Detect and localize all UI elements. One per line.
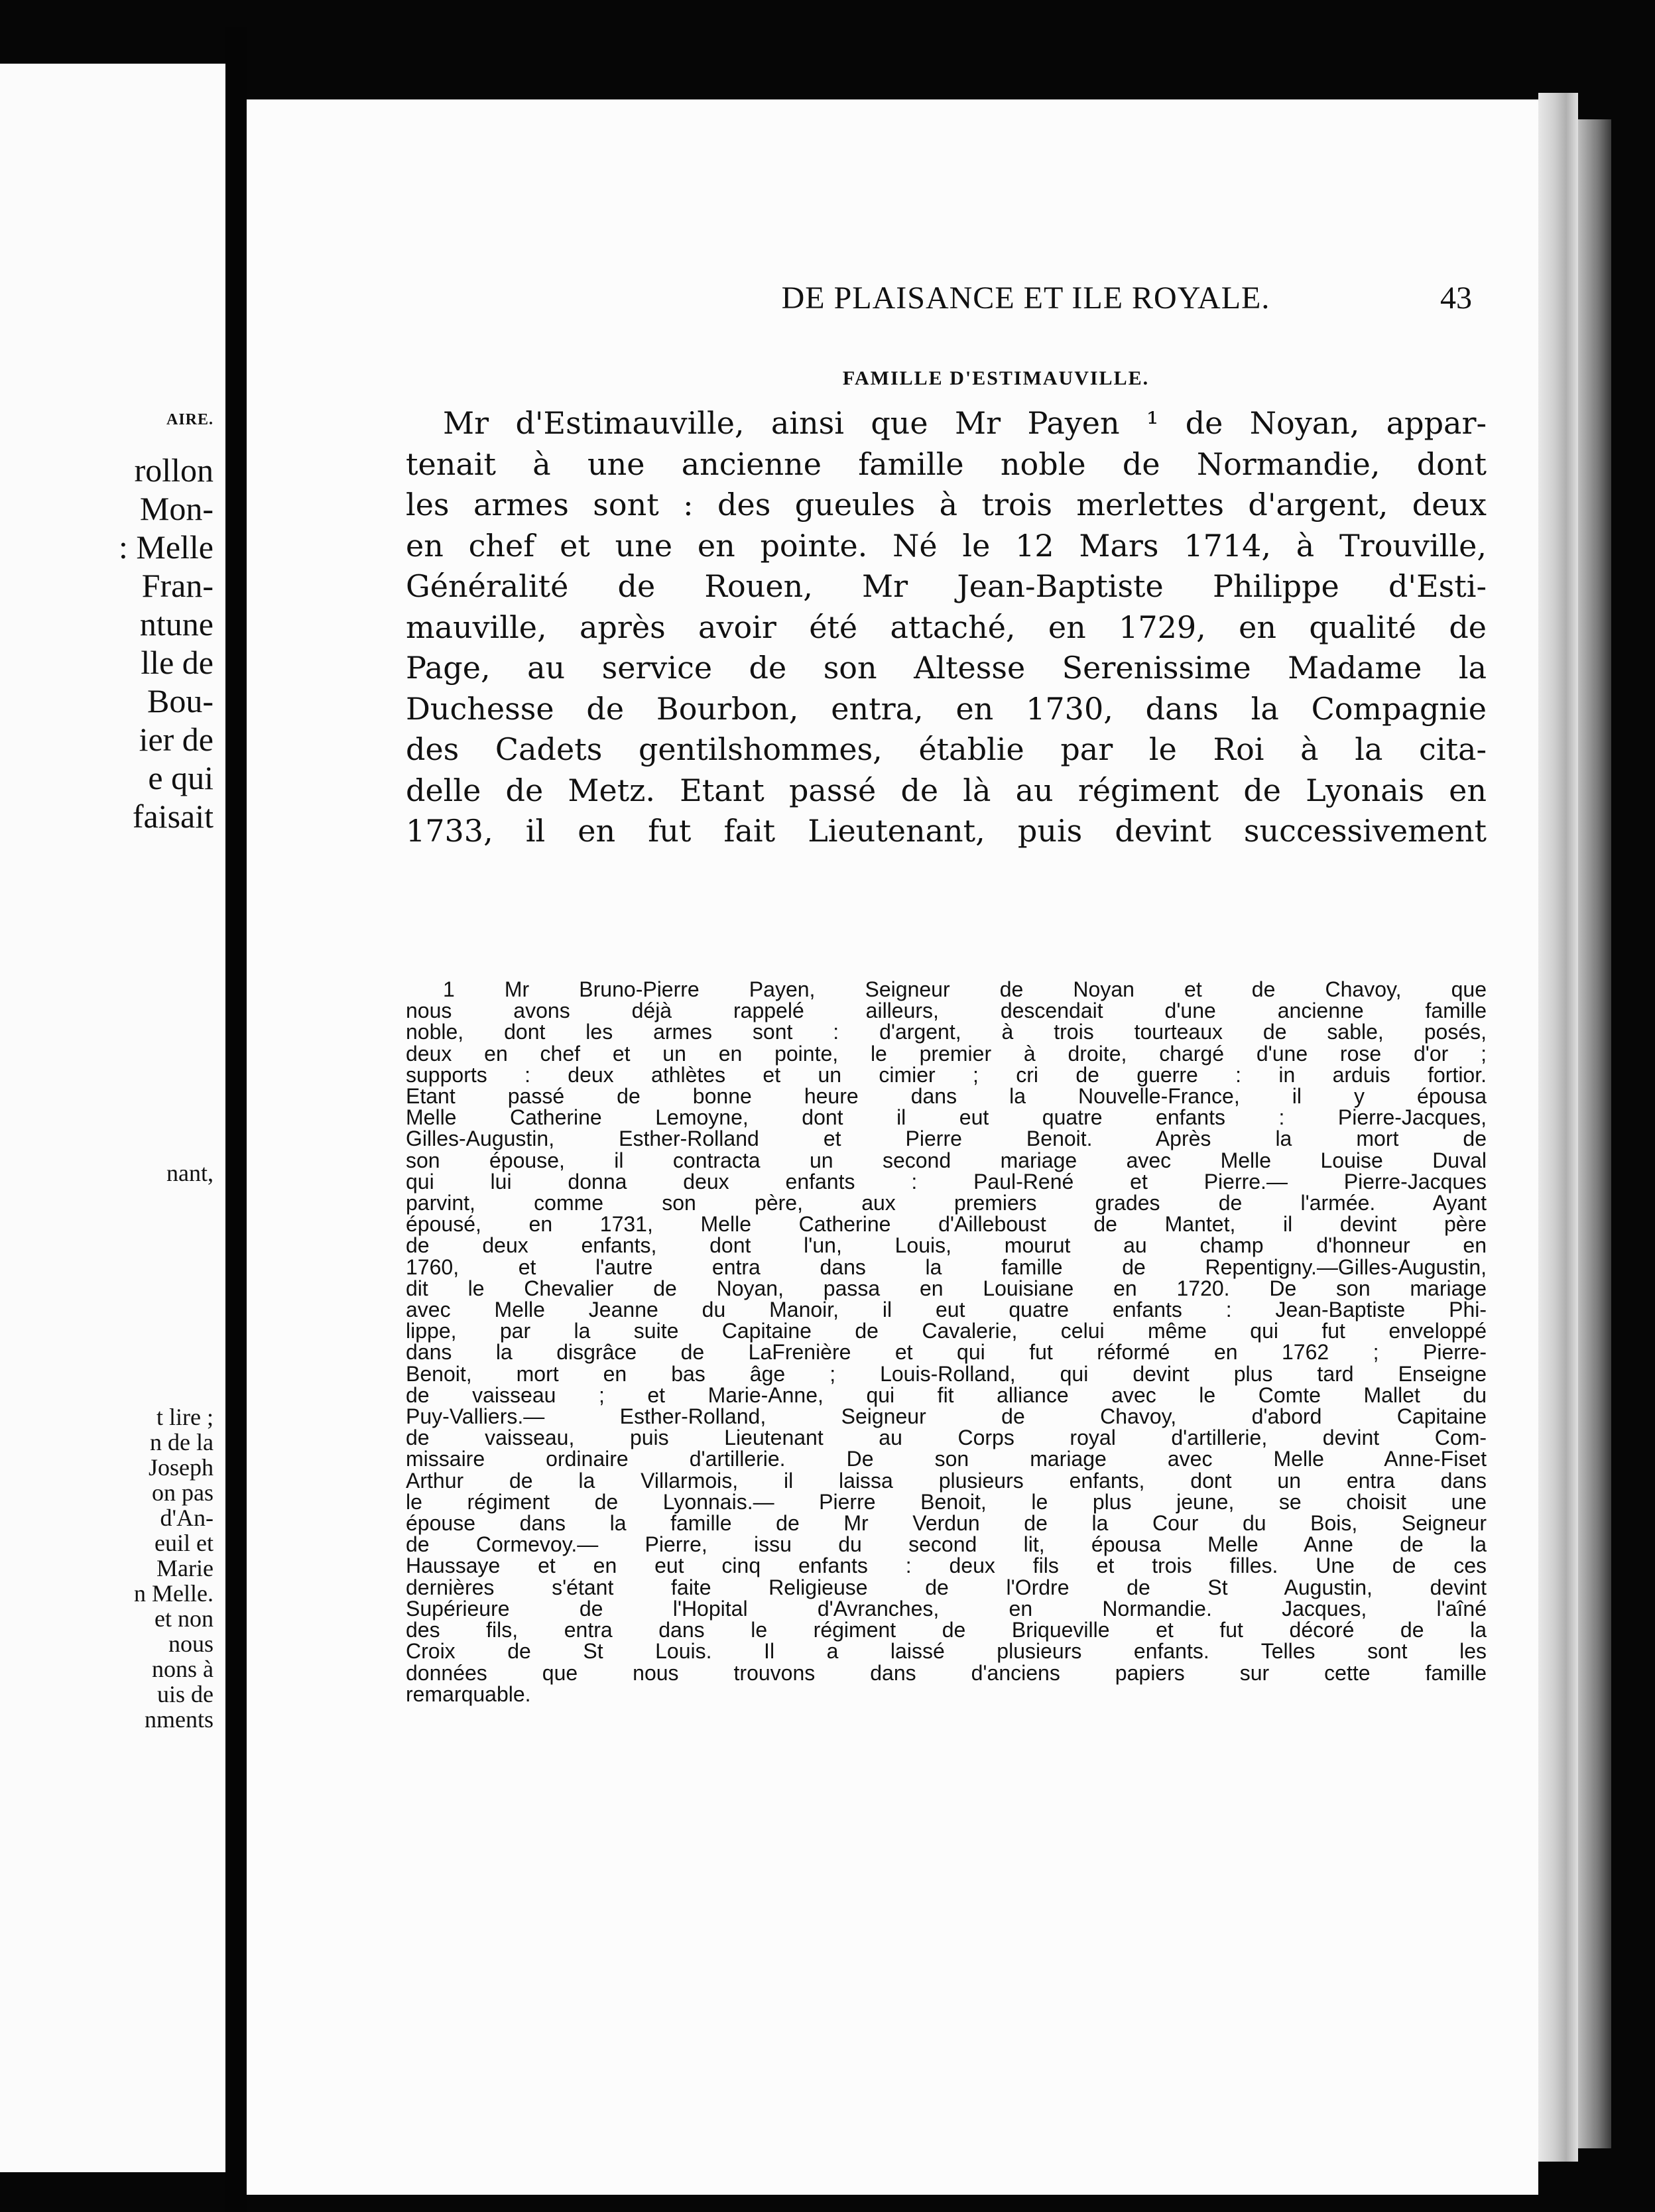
footnote-line: Supérieure de l'Hopital d'Avranches, en Normandie. Jacques, l'aîné [406, 1596, 1487, 1621]
footnote-line: Benoit, mort en bas âge ; Louis-Rolland, qui devint plus tard Enseigne [406, 1361, 1487, 1386]
body-line: Duchesse de Bourbon, entra, en 1730, dans la Compagnie [406, 690, 1487, 727]
running-head: DE PLAISANCE ET ILE ROYALE. [781, 280, 1270, 316]
left-page-fragment: Bou- [147, 682, 214, 719]
left-page-fragment: n Melle. [134, 1580, 214, 1607]
body-line: les armes sont : des gueules à trois merlettes d'argent, deux [406, 487, 1487, 522]
footnote-line: qui lui donna deux enfants : Paul-René et Pierre.— Pierre-Jacques [406, 1169, 1487, 1194]
body-line: Page, au service de son Altesse Serenissime Madame la [406, 650, 1487, 686]
section-heading: FAMILLE D'ESTIMAUVILLE. [842, 367, 1150, 389]
body-line: delle de Metz. Etant passé de là au régiment de Lyonais en [406, 772, 1487, 808]
left-page-fragment: ier de [139, 721, 214, 758]
left-page-fragment: nous [168, 1630, 214, 1657]
left-page-fragment: uis de [157, 1681, 214, 1707]
left-page-fragment: n de la [150, 1429, 214, 1455]
footnote-line: Gilles-Augustin, Esther-Rolland et Pierre Benoit. Après la mort de [406, 1127, 1487, 1151]
footnote-line: nous avons déjà rappelé ailleurs, descendait d'une ancienne famille [406, 999, 1487, 1023]
left-page-fragment: Marie [156, 1555, 214, 1581]
footnote-line: deux en chef et un en pointe, le premier à droite, chargé d'une rose d'or ; [406, 1041, 1487, 1066]
footnote-line: de vaisseau, puis Lieutenant au Corps royal d'artillerie, devint Com- [406, 1426, 1487, 1450]
footnote-line: Melle Catherine Lemoyne, dont il eut quatre enfants : Pierre-Jacques, [406, 1105, 1487, 1130]
footnote-line: 1 Mr Bruno-Pierre Payen, Seigneur de Noyan et de Chavoy, que [443, 977, 1487, 1001]
footnote-line: des fils, entra dans le régiment de Briqueville et fut décoré de la [406, 1618, 1487, 1642]
footnote-line: 1760, et l'autre entra dans la famille de Repentigny.—Gilles-Augustin, [406, 1255, 1487, 1279]
book-page [247, 99, 1538, 2195]
body-line: tenait à une ancienne famille noble de Normandie, dont [406, 446, 1487, 482]
footnote-line: Etant passé de bonne heure dans la Nouvelle-France, il y épousa [406, 1084, 1487, 1109]
footnote-line: avec Melle Jeanne du Manoir, il eut quatre enfants : Jean-Baptiste Phi- [406, 1298, 1487, 1322]
footnote-line: supports : deux athlètes et un cimier ; cri de guerre : in arduis fortior. [406, 1062, 1487, 1087]
left-page-fragment: d'An- [160, 1505, 214, 1531]
body-line: des Cadets gentilshommes, établie par le Roi à la cita- [406, 731, 1487, 767]
body-line: 1733, il en fut fait Lieutenant, puis devint successivement [406, 813, 1487, 849]
body-line: Généralité de Rouen, Mr Jean-Baptiste Philippe d'Esti- [406, 568, 1487, 604]
footnote-line: dit le Chevalier de Noyan, passa en Louisiane en 1720. De son mariage [406, 1276, 1487, 1300]
footnote-line: épouse dans la famille de Mr Verdun de la Cour du Bois, Seigneur [406, 1511, 1487, 1536]
footnote-line: dernières s'étant faite Religieuse de l'Ordre de St Augustin, devint [406, 1575, 1487, 1599]
footnote-line: Croix de St Louis. Il a laissé plusieurs enfants. Telles sont les [406, 1639, 1487, 1664]
footnote-line: noble, dont les armes sont : d'argent, à trois tourteaux de sable, posés, [406, 1020, 1487, 1044]
footnote-line: données que nous trouvons dans d'anciens papiers sur cette famille [406, 1660, 1487, 1685]
footnote-line: de Cormevoy.— Pierre, issu du second lit, épousa Melle Anne de la [406, 1532, 1487, 1557]
left-page-fragment: rollon [134, 452, 214, 489]
left-page-fragment: on pas [152, 1479, 214, 1506]
left-page-fragment: Mon- [139, 490, 214, 527]
footnote-line: Haussaye et en eut cinq enfants : deux fils et trois filles. Une de ces [406, 1554, 1487, 1578]
left-page-fragment: euil et [154, 1530, 214, 1556]
page-edge-shadow [1578, 119, 1611, 2148]
footnote-line: Puy-Valliers.— Esther-Rolland, Seigneur de Chavoy, d'abord Capitaine [406, 1404, 1487, 1429]
left-page-fragment: t lire ; [156, 1404, 214, 1430]
body-text [406, 403, 1487, 852]
left-page-fragment: nons à [152, 1656, 214, 1682]
left-page-fragment: et non [154, 1605, 214, 1632]
page-edge [1538, 93, 1578, 2162]
left-page-fragment: nments [145, 1706, 214, 1733]
page-number: 43 [1440, 280, 1472, 316]
footnote-line: épousé, en 1731, Melle Catherine d'Ailleboust de Mantet, il devint père [406, 1212, 1487, 1237]
left-page-fragment: ntune [139, 605, 214, 643]
footnote-line: le régiment de Lyonnais.— Pierre Benoit, le plus jeune, se choisit une [406, 1489, 1487, 1514]
body-line: en chef et une en pointe. Né le 12 Mars 1714, à Trouville, [406, 527, 1487, 564]
left-page-fragment: faisait [132, 798, 214, 835]
footnote-line: Arthur de la Villarmois, il laissa plusieurs enfants, dont un entra dans [406, 1468, 1487, 1493]
left-page-fragment: lle de [141, 644, 214, 681]
footnote-line: remarquable. [406, 1682, 531, 1706]
body-line: Mr d'Estimauville, ainsi que Mr Payen ¹ de Noyan, appar- [443, 405, 1487, 441]
facing-page-left [0, 64, 225, 2172]
left-page-fragment: nant, [166, 1160, 214, 1186]
body-line: mauville, après avoir été attaché, en 1729, en qualité de [406, 609, 1487, 645]
footnote-line: parvint, comme son père, aux premiers grades de l'armée. Ayant [406, 1191, 1487, 1215]
footnote-line: lippe, par la suite Capitaine de Cavalerie, celui même qui fut enveloppé [406, 1319, 1487, 1343]
footnote-line: son épouse, il contracta un second mariage avec Melle Louise Duval [406, 1148, 1487, 1172]
left-page-fragment: e qui [148, 759, 214, 796]
footnote-line: dans la disgrâce de LaFrenière et qui fut réformé en 1762 ; Pierre- [406, 1340, 1487, 1365]
left-page-fragment: Fran- [141, 567, 214, 604]
footnote-line: missaire ordinaire d'artillerie. De son mariage avec Melle Anne-Fiset [406, 1447, 1487, 1471]
left-page-fragment: : Melle [118, 528, 214, 566]
footnote-line: de deux enfants, dont l'un, Louis, mourut au champ d'honneur en [406, 1233, 1487, 1258]
footnote-line: de vaisseau ; et Marie-Anne, qui fit alliance avec le Comte Mallet du [406, 1382, 1487, 1407]
footnote [406, 979, 1487, 1705]
left-page-fragment: Joseph [149, 1454, 214, 1481]
left-page-fragment: AIRE. [166, 411, 214, 428]
book-gutter [225, 27, 247, 2212]
